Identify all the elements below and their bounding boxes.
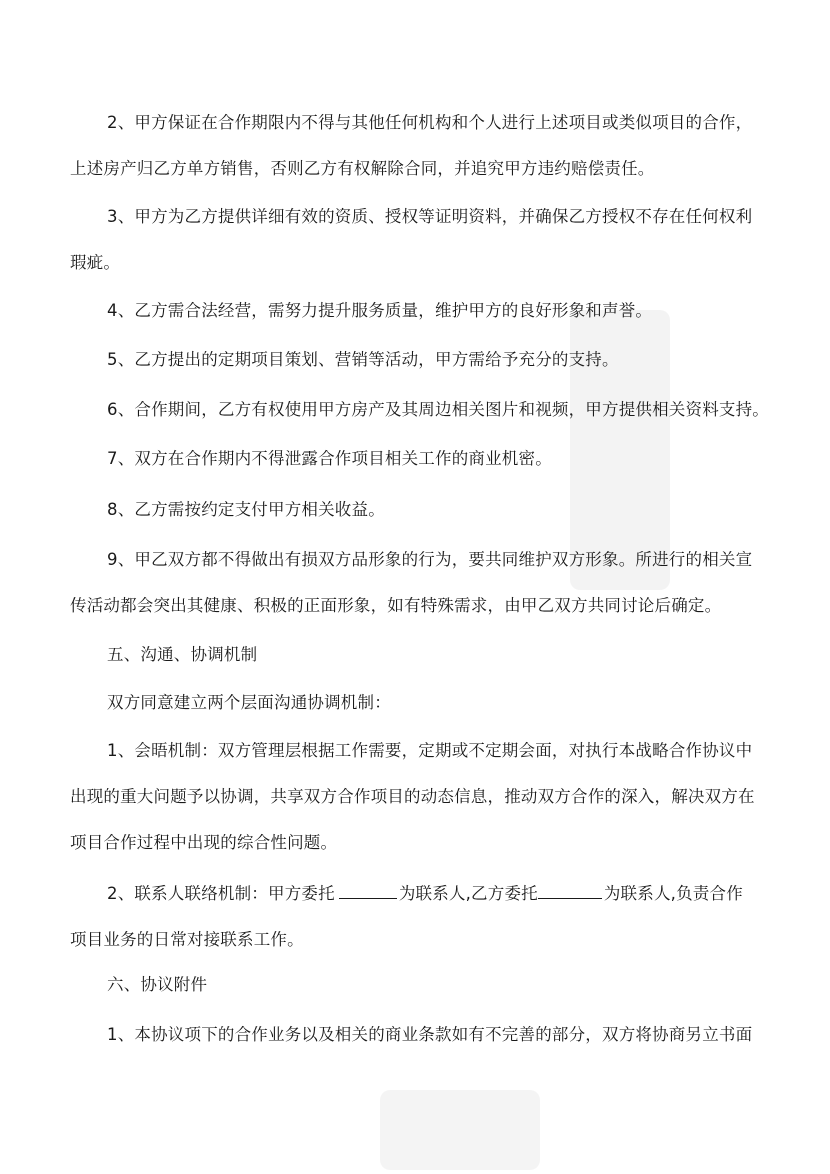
clause-7-line-1: 7、双方在合作期内不得泄露合作项目相关工作的商业机密。 [107, 449, 552, 468]
mechanism-1-line-2: 出现的重大问题予以协调，共享双方合作项目的动态信息，推动双方合作的深入，解决双方在 [70, 787, 755, 806]
section-5-heading-text: 五、沟通、协调机制 [107, 645, 258, 664]
clause-2 [70, 100, 760, 192]
mechanism-2-line-1 [70, 871, 760, 917]
clause-5 [70, 337, 760, 383]
mechanism-2-part-1: 2、联系人联络机制：甲方委托 [107, 884, 335, 903]
section-5-heading [70, 632, 760, 678]
clause-3 [70, 194, 760, 286]
mechanism-2 [70, 871, 760, 963]
mechanism-1-line-1: 1、会晤机制：双方管理层根据工作需要，定期或不定期会面，对执行本战略合作协议中 [107, 741, 753, 760]
clause-2-line-2: 上述房产归乙方单方销售，否则乙方有权解除合同，并追究甲方违约赔偿责任。 [70, 159, 655, 178]
section-6-heading [70, 962, 760, 1008]
watermark-graphic-bottom [360, 1080, 560, 1174]
clause-6 [70, 387, 769, 433]
clause-4 [70, 288, 760, 334]
clause-4-line-1: 4、乙方需合法经营，需努力提升服务质量，维护甲方的良好形象和声誉。 [107, 301, 653, 320]
clause-9-line-2: 传活动都会突出其健康、积极的正面形象，如有特殊需求，由甲乙双方共同讨论后确定。 [70, 596, 722, 615]
clause-3-line-1: 3、甲方为乙方提供详细有效的资质、授权等证明资料，并确保乙方授权不存在任何权利 [107, 207, 753, 226]
section-5-intro [70, 680, 760, 726]
mechanism-1-line-3: 项目合作过程中出现的综合性问题。 [70, 833, 338, 852]
annex-1-line-1: 1、本协议项下的合作业务以及相关的商业条款如有不完善的部分，双方将协商另立书面 [107, 1025, 753, 1044]
clause-6-line-1: 6、合作期间，乙方有权使用甲方房产及其周边相关图片和视频，甲方提供相关资料支持。 [107, 400, 769, 419]
clause-5-line-1: 5、乙方提出的定期项目策划、营销等活动，甲方需给予充分的支持。 [107, 350, 619, 369]
clause-8 [70, 487, 760, 533]
section-5-intro-text: 双方同意建立两个层面沟通协调机制： [107, 693, 391, 712]
clause-3-line-2: 瑕疵。 [70, 253, 121, 272]
party-a-contact-blank [339, 882, 397, 899]
clause-7 [70, 436, 760, 482]
clause-8-line-1: 8、乙方需按约定支付甲方相关收益。 [107, 500, 385, 519]
clause-9 [70, 537, 760, 629]
party-b-contact-blank [538, 882, 602, 899]
mechanism-2-line-2: 项目业务的日常对接联系工作。 [70, 930, 304, 949]
section-6-heading-text: 六、协议附件 [107, 975, 208, 994]
clause-9-line-1: 9、甲乙双方都不得做出有损双方品形象的行为，要共同维护双方形象。所进行的相关宣 [107, 550, 753, 569]
clause-2-line-1: 2、甲方保证在合作期限内不得与其他任何机构和个人进行上述项目或类似项目的合作， [107, 113, 753, 132]
mechanism-1 [70, 728, 760, 866]
mechanism-2-part-2: 为联系人,乙方委托 [398, 884, 538, 903]
annex-1 [70, 1012, 760, 1058]
mechanism-2-part-3: 为联系人,负责合作 [603, 884, 743, 903]
